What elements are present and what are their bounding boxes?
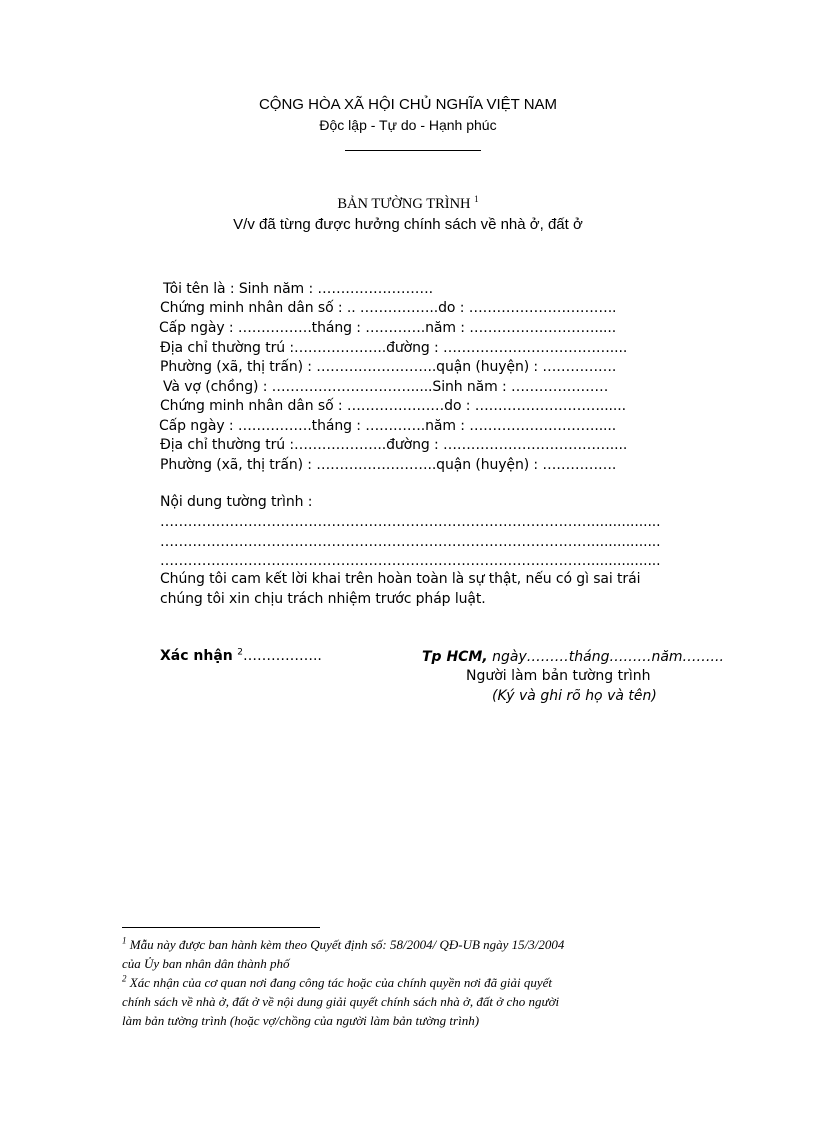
- footnote-1-line-1: [122, 935, 564, 954]
- commitment-line-2: chúng tôi xin chịu trách nhiệm trước pháp luật.: [160, 591, 486, 607]
- field-id-number: Chứng minh nhân dân số : .. ……………..do : …………………………..: [160, 300, 617, 316]
- document-title: [0, 196, 816, 213]
- confirmation-label: Xác nhận: [160, 648, 233, 664]
- national-title: CỘNG HÒA XÃ HỘI CHỦ NGHĨA VIỆT NAM: [258, 96, 558, 113]
- header-underline: [345, 150, 481, 151]
- document-subtitle: V/v đã từng được hưởng chính sách về nhà ở, đất ở: [233, 216, 583, 233]
- signer-title: Người làm bản tường trình: [466, 668, 651, 684]
- field-name: Tôi tên là : Sinh năm : …………………….: [163, 281, 433, 297]
- confirmation-dots: ……………..: [242, 648, 322, 664]
- field-ward: Phường (xã, thị trấn) : ……………………..quận (huyện) : …………….: [160, 359, 617, 375]
- content-line: …………………………………………………………………………………................: [160, 553, 661, 569]
- place-date: [422, 649, 724, 665]
- confirmation: [160, 648, 322, 664]
- footnote-2-line-2: chính sách về nhà ở, đất ở về nội dung giải quyết chính sách nhà ở, đất ở cho người: [122, 994, 560, 1009]
- footnote-2-line-1: [122, 973, 552, 992]
- content-line: …………………………………………………………………………………................: [160, 514, 661, 530]
- footnote-separator: [122, 927, 320, 928]
- field-issue-date: Cấp ngày : …………….tháng : ………….năm : ……………………….....: [159, 320, 617, 336]
- national-motto: Độc lập - Tự do - Hạnh phúc: [319, 117, 497, 133]
- title-footnote-ref: 1: [474, 194, 479, 205]
- place-name: Tp HCM,: [422, 649, 488, 665]
- confirmation-footnote-ref: 2: [237, 647, 243, 658]
- content-label: Nội dung tường trình :: [160, 494, 313, 510]
- field-address: Địa chỉ thường trú :………………..đường : ………………………………....: [160, 340, 628, 356]
- field-spouse-address: Địa chỉ thường trú :………………..đường : ………………………………....: [160, 437, 628, 453]
- date-line: ngày………tháng………năm……...: [487, 649, 724, 665]
- footnote-1-number: 1: [122, 935, 127, 946]
- commitment-line-1: Chúng tôi cam kết lời khai trên hoàn toàn là sự thật, nếu có gì sai trái: [160, 571, 641, 587]
- footnote-2-number: 2: [122, 973, 127, 984]
- content-line: …………………………………………………………………………………................: [160, 534, 661, 550]
- footnote-1-text: Mẫu này được ban hành kèm theo Quyết định số: 58/2004/ QĐ-UB ngày 15/3/2004: [126, 937, 565, 952]
- footnote-1-line-2: của Ủy ban nhân dân thành phố: [122, 956, 290, 971]
- document-title-text: BẢN TƯỜNG TRÌNH: [337, 196, 471, 212]
- footnote-2-line-3: làm bản tường trình (hoặc vợ/chồng của người làm bản tường trình): [122, 1013, 480, 1028]
- field-spouse-ward: Phường (xã, thị trấn) : ……………………..quận (huyện) : …………….: [160, 457, 617, 473]
- field-spouse: Và vợ (chồng) : ………………………….....Sinh năm : …………………: [163, 379, 609, 395]
- field-spouse-issue-date: Cấp ngày : …………….tháng : ………….năm : ……………………….....: [159, 418, 617, 434]
- signature-note: (Ký và ghi rõ họ và tên): [492, 688, 657, 704]
- field-spouse-id-number: Chứng minh nhân dân số : …………………do : ………………………......: [160, 398, 626, 414]
- footnote-2-text: Xác nhận của cơ quan nơi đang công tác hoặc của chính quyền nơi đã giải quyết: [126, 975, 553, 990]
